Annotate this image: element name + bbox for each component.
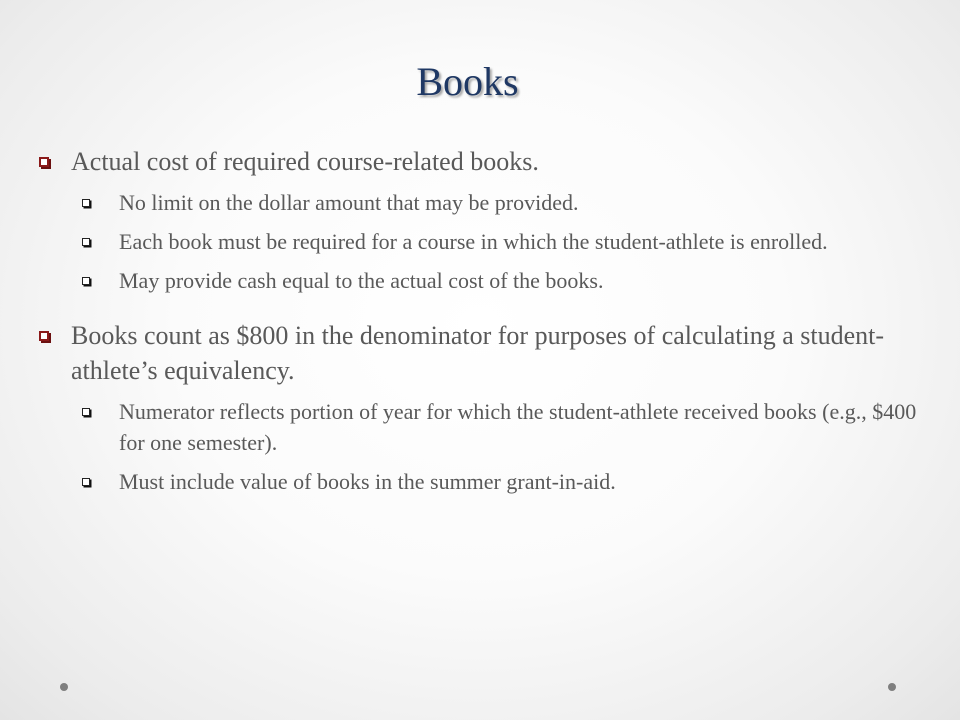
dot-icon bbox=[888, 683, 896, 691]
square-bullet-icon bbox=[82, 277, 90, 285]
sub-bullet-item bbox=[38, 396, 918, 458]
square-bullet-icon bbox=[39, 331, 49, 341]
square-bullet-icon bbox=[82, 238, 90, 246]
sub-bullet-item bbox=[38, 265, 918, 296]
bullet-item bbox=[38, 318, 918, 388]
bullet-text: Actual cost of required course-related books. bbox=[71, 147, 539, 176]
bullet-item bbox=[38, 144, 918, 179]
square-bullet-icon bbox=[39, 157, 49, 167]
sub-bullet-item bbox=[38, 226, 918, 257]
dot-icon bbox=[60, 683, 68, 691]
sub-bullet-text: Each book must be required for a course in which the student-athlete is enrolled. bbox=[119, 229, 828, 254]
square-bullet-icon bbox=[82, 199, 90, 207]
sub-bullet-text: May provide cash equal to the actual cost of the books. bbox=[119, 268, 604, 293]
bullet-list bbox=[38, 144, 918, 497]
sub-bullet-text: Must include value of books in the summer grant-in-aid. bbox=[119, 469, 616, 494]
square-bullet-icon bbox=[82, 408, 90, 416]
bullet-text: Books count as $800 in the denominator for purposes of calculating a student-athlete’s equivalency. bbox=[71, 321, 885, 385]
sub-bullet-item bbox=[38, 187, 918, 218]
sub-bullet-text: No limit on the dollar amount that may be provided. bbox=[119, 190, 579, 215]
sub-bullet-item bbox=[38, 466, 918, 497]
slide-title: Books bbox=[416, 59, 519, 104]
square-bullet-icon bbox=[82, 478, 90, 486]
sub-bullet-text: Numerator reflects portion of year for which the student-athlete received books (e.g., $400 for one semester). bbox=[119, 399, 917, 455]
